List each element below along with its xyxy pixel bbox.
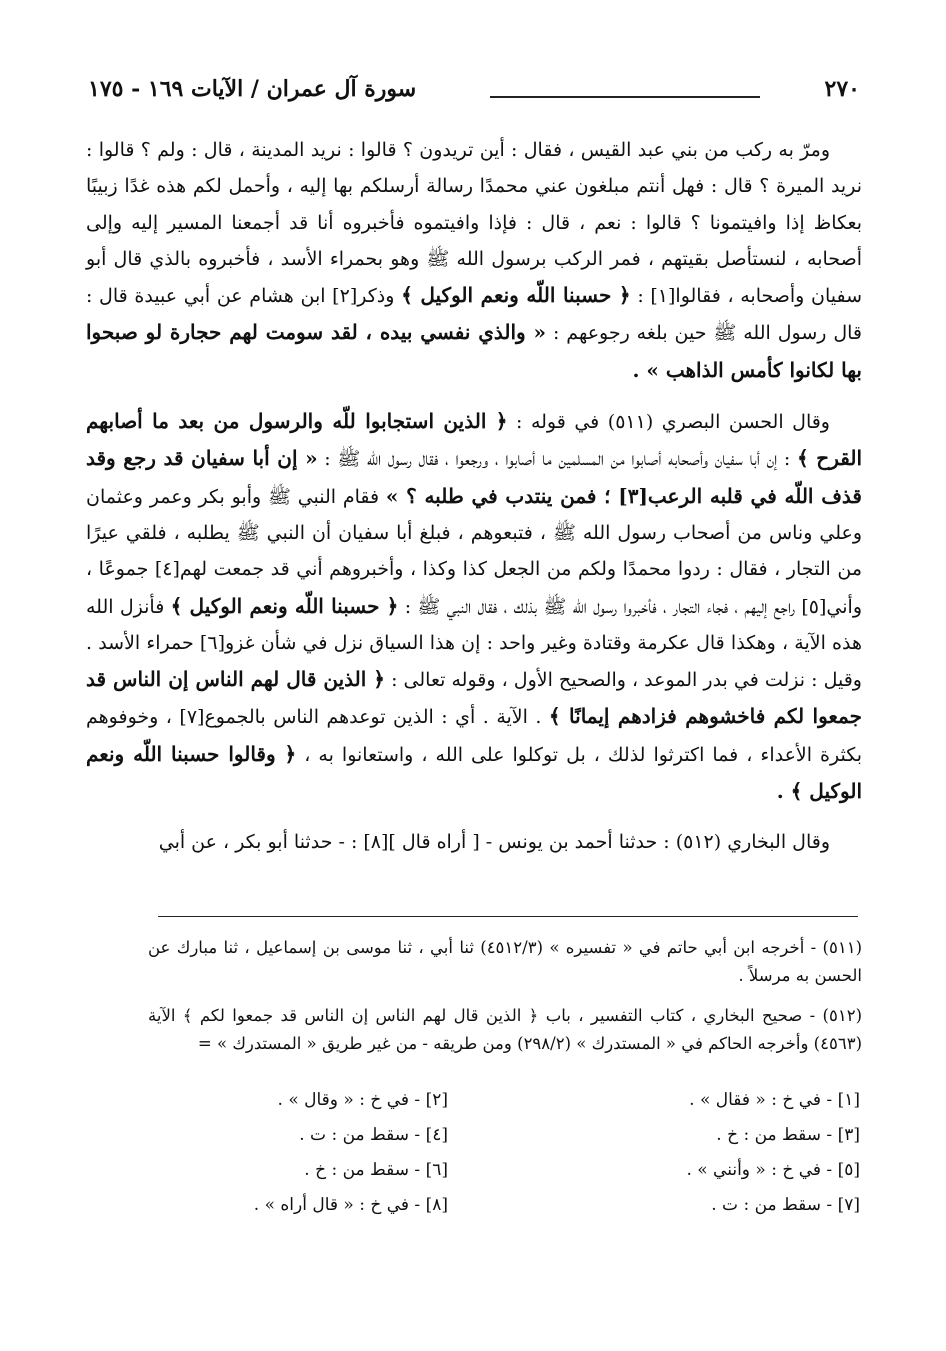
para3-text: وقال البخاري (٥١٢) : حدثنا أحمد بن يونس - [ أراه قال ][٨] : - حدثنا أبو بكر ، عن أبي [158, 831, 830, 854]
variant-note-7: [٧] - سقط من : ت . [711, 1195, 860, 1215]
paragraph-3 [86, 824, 862, 860]
para1-text: ومرّ به ركب من بني عبد القيس ، فقال : أين تريدون ؟ قالوا : نريد المدينة ، قال : ولم ؟ قالوا : نريد الميرة ؟ قال : فهل أنتم مبلغون عني محمدًا رسالة أرسلكم بها إليه ، وأحمل لكم هذه غدًا زبيبًا بعكاظ إذا وافيتمونا ؟ قالوا : نعم ، قال : فإذا وافيتموه فأخبروه أنا قد أجمعنا المسير إليه وإلى أصحابه ، لنستأصل بقيتهم ، فمر الركب برسول الله ﷺ وهو بحمراء الأسد ، فأخبروه بالذي قال أبو سفيان وأصحابه ، فقالوا[١] : [86, 139, 863, 308]
header-rule [490, 96, 760, 98]
quran-quote: ﴿ الذين استجابوا للّه والرسول من بعد ما أصابهم القرح ﴾ [86, 409, 863, 471]
footnote-rule [158, 916, 858, 917]
footnote-512: (٥١٢) - صحيح البخاري ، كتاب التفسير ، باب ﴿ الذين قال لهم الناس إن الناس قد جمعوا لكم ﴾ الآية (٤٥٦٣) وأخرجه الحاكم في « المستدرك » (٢٩٨/٢) ومن طريقه - من غير طريق « المستدرك » = [148, 1006, 862, 1053]
page-header [88, 72, 860, 116]
para1-text2: وذكر[٢] ابن هشام عن أبي عبيدة قال : قال رسول الله ﷺ حين بلغه رجوعهم : [86, 285, 862, 345]
paragraph-2 [86, 403, 862, 810]
para2-text2: : إن أبا سفيان وأصحابه أصابوا من المسلمين ما أصابوا ، ورجعوا ، فقال رسول الله ﷺ : [324, 448, 791, 471]
variant-note-4: [٤] - سقط من : ت . [299, 1125, 448, 1145]
variant-note-8: [٨] - في خ : « قال أراه » . [253, 1195, 448, 1215]
footnote-511: (٥١١) - أخرجه ابن أبي حاتم في « تفسيره » (٤٥١٢/٣) ثنا أبي ، ثنا موسى بن إسماعيل ، ثنا مبارك عن الحسن به مرسلاً . [148, 938, 862, 985]
source-footnotes [148, 934, 862, 1070]
paragraph-1 [86, 132, 862, 389]
variant-note-3: [٣] - سقط من : خ . [716, 1125, 860, 1145]
quran-quote: ﴿ وقالوا حسبنا اللّه ونعم الوكيل ﴾ . [86, 741, 862, 804]
quran-quote: ﴿ حسبنا اللّه ونعم الوكيل ﴾ [170, 593, 399, 618]
para2-text3: فقام النبي ﷺ وأبو بكر وعمر وعثمان وعلي وناس من أصحاب رسول الله ﷺ ، فتبعوهم ، فبلغ أبا سفيان أن النبي ﷺ يطلبه ، فلقي عيرًا من التجار ، فقال : ردوا محمدًا ولكم من الجعل كذا وكذا ، وأخبروهم أني قد جمعت لهم[٤] جموعًا ، وأني[٥] راجع إليهم ، فجاء التجار ، فأخبروا رسول الله ﷺ بذلك ، فقال النبي ﷺ : [86, 485, 863, 618]
variant-note-6: [٦] - سقط من : خ . [304, 1160, 448, 1180]
variant-note-5: [٥] - في خ : « وأنني » . [686, 1160, 860, 1180]
para2-text1: وقال الحسن البصري (٥١١) في قوله : [516, 411, 830, 434]
running-title: سورة آل عمران / الآيات ١٦٩ - ١٧٥ [88, 76, 417, 102]
hadith-quote: « إن أبا سفيان قد رجع وقد قذف اللّه في قلبه الرعب[٣] ؛ فمن ينتدب في طلبه ؟ » [86, 446, 862, 508]
variant-note-2: [٢] - في خ : « وقال » . [277, 1090, 448, 1110]
main-text [86, 132, 862, 861]
variant-footnotes [200, 1090, 860, 1230]
page-number: ٢٧٠ [824, 76, 860, 102]
quran-quote: ﴿ الذين قال لهم الناس إن الناس قد جمعوا لكم فاخشوهم فزادهم إيمانًا ﴾ [86, 667, 862, 729]
quran-quote: ﴿ حسبنا اللّه ونعم الوكيل ﴾ [401, 283, 631, 308]
hadith-quote: « والذي نفسي بيده ، لقد سومت لهم حجارة لو صبحوا بها لكانوا كأمس الذاهب » . [86, 320, 862, 382]
para2-text5: . الآية . أي : الذين توعدهم الناس بالجموع[٧] ، وخوفوهم بكثرة الأعداء ، فما اكترثوا لذلك ، بل توكلوا على الله ، واستعانوا به ، [86, 706, 862, 766]
para2-text4: فأنزل الله هذه الآية ، وهكذا قال عكرمة وقتادة وغير واحد : إن هذا السياق نزل في شأن غزو[٦] حمراء الأسد . وقيل : نزلت في بدر الموعد ، والصحيح الأول ، وقوله تعالى : [86, 595, 862, 692]
variant-note-1: [١] - في خ : « فقال » . [689, 1090, 860, 1110]
